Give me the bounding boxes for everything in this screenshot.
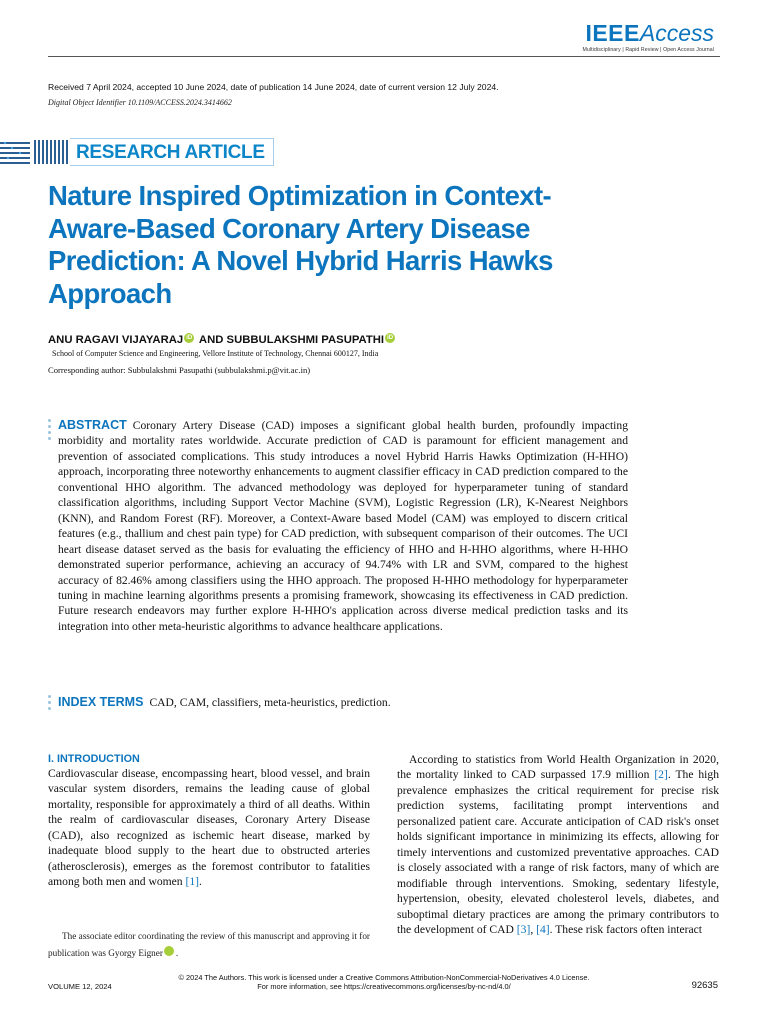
citation-link[interactable]: [3] — [516, 922, 531, 936]
header-rule — [48, 56, 720, 57]
citation-link[interactable]: [4] — [536, 922, 550, 936]
paper-title: Nature Inspired Optimization in Context-Aware-Based Coronary Artery Disease Prediction: A Novel Hybrid Harris Hawks Approach — [48, 180, 553, 309]
section-heading-introduction: I. INTRODUCTION — [48, 753, 140, 765]
intro-paragraph-1: Cardiovascular disease, encompassing heart, blood vessel, and brain vascular system disorders, remains the leading cause of global mortality, responsible for approximately a third of all deaths. Within the realm of cardiovascular diseases, Coronary Artery Disease (CAD), also recognized as ischemic heart disease, marked by inadequate blood supply to the heart due to obstructed arteries (atherosclerosis), emerges as the foremost contributor to fatalities among both men and women [1]. — [48, 767, 370, 889]
editor-footnote: The associate editor coordinating the review of this manuscript and approving it for publication was Gyorgy Eigner iD. — [48, 931, 370, 958]
abstract — [58, 418, 628, 634]
citation-link[interactable]: [1] — [185, 875, 200, 889]
license-notice — [0, 973, 768, 991]
index-terms-dots-icon — [48, 695, 52, 713]
affiliation: School of Computer Science and Engineering, Vellore Institute of Technology, Chennai 600127, India — [52, 349, 379, 358]
author-list — [48, 333, 397, 346]
index-terms — [58, 695, 391, 709]
index-terms-text: CAD, CAM, classifiers, meta-heuristics, prediction. — [149, 696, 391, 709]
abstract-heading: ABSTRACT — [58, 418, 127, 432]
abstract-dots-icon — [48, 419, 52, 443]
citation-link[interactable]: [2] — [654, 768, 668, 782]
corresponding-author: Corresponding author: Subbulakshmi Pasupathi (subbulakshmi.p@vit.ac.in) — [48, 365, 311, 375]
license-line-1: © 2024 The Authors. This work is licensed under a Creative Commons Attribution-NonCommercial-NoDerivatives 4.0 License. — [178, 973, 590, 982]
journal-tagline: Multidisciplinary | Rapid Review | Open Access Journal — [582, 47, 714, 53]
journal-brand: IEEEAccess — [585, 20, 714, 46]
intro-paragraph-2: According to statistics from World Health Organization in 2020, the mortality linked to CAD surpassed 17.9 million [2]. The high prevalence emphasizes the critical requirement for precise risk prediction systems, facilitating prompt interventions and personalized patient care. Accurate anticipation of CAD risk's onset holds significant importance in minimizing its effects, allowing for timely interventions and customized preventative approaches. CAD is closely associated with a range of risk factors, many of which are modifiable through interventions. Smoking, sedentary lifestyle, hypertension, obesity, elevated cholesterol levels, diabetes, and suboptimal dietary practices are among the primary contributors to the development of CAD [3], [4]. These risk factors often interact — [397, 753, 719, 936]
received-dates: Received 7 April 2024, accepted 10 June 2024, date of publication 14 June 2024, date of current version 12 July 2024. — [48, 82, 499, 92]
banner-stripes-icon — [0, 138, 70, 166]
orcid-icon[interactable]: iD — [164, 946, 174, 956]
license-line-2[interactable]: For more information, see https://creativecommons.org/licenses/by-nc-nd/4.0/ — [257, 982, 511, 991]
abstract-text: Coronary Artery Disease (CAD) imposes a significant global health burden, profoundly impacting morbidity and mortality rates worldwide. Accurate prediction of CAD is paramount for efficient management and prevention of associated complications. This study introduces a novel Hybrid Harris Hawks Optimization (H-HHO) approach, incorporating three noteworthy enhancements to augment classifier efficacy in CAD prediction compared to the conventional HHO algorithm. The advanced methodology was deployed for hyperparameter tuning of standard classification algorithms, including Support Vector Machine (SVM), Logistic Regression (LR), K-Nearest Neighbors (KNN), and Random Forest (RF). Moreover, a Context-Aware based Model (CAM) was employed to discern critical features (e.g., thallium and chest pain type) for CAD prediction, with subsequent comparison of their outcomes. The UCI heart disease dataset served as the basis for evaluating the efficiency of HHO and H-HHO algorithms, where H-HHO demonstrated superior performance, achieving an accuracy of 94.74% with LR and SVM, compared to the highest accuracy of 82.46% among classifiers using the HHO approach. The proposed H-HHO methodology for hyperparameter tuning in machine learning algorithms presents a promising framework, showcasing its effectiveness in CAD prediction. Future research endeavors may further explore H-HHO's application across diverse medical prediction tasks and its integration into other meta-heuristic algorithms to advance healthcare applications. — [58, 419, 628, 633]
volume-label: VOLUME 12, 2024 — [48, 982, 112, 991]
author-2: AND SUBBULAKSHMI PASUPATHI — [198, 334, 385, 346]
right-column — [397, 752, 719, 937]
journal-logo — [583, 22, 715, 53]
orcid-icon[interactable]: iD — [387, 335, 394, 341]
author-1: ANU RAGAVI VIJAYARAJ — [48, 334, 184, 346]
doi-line: Digital Object Identifier 10.1109/ACCESS.2024.3414662 — [48, 98, 232, 107]
left-column — [48, 752, 370, 890]
index-terms-heading: INDEX TERMS — [58, 695, 144, 709]
article-type-banner: RESEARCH ARTICLE — [70, 138, 274, 166]
orcid-icon[interactable]: iD — [186, 335, 193, 341]
page-number: 92635 — [691, 980, 718, 991]
